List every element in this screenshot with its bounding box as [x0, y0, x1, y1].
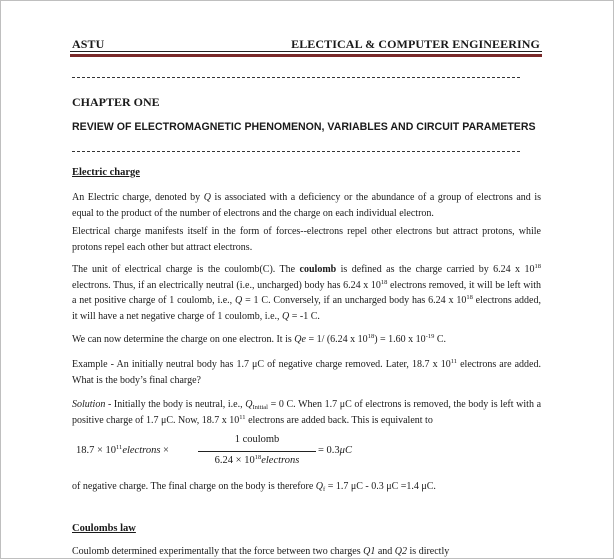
header-rule-thick: [70, 54, 542, 57]
conversion-equation: [76, 432, 396, 472]
equation-result: = 0.3μC: [318, 445, 352, 456]
header-institution: ASTU: [72, 37, 105, 51]
equation-fraction: [198, 434, 316, 470]
paragraph-coulombs-law: Coulomb determined experimentally that the force between two charges Q1 and Q2 is directly: [72, 546, 450, 557]
equation-lhs: $18.7 \times 10^{11}electrons$ ×: [76, 444, 169, 456]
paragraph-solution: Solution - Initially the body is neutral, i.e., $Q_{Initial} = 0$ C. When 1.7 μC of electrons is removed, the body is left with a positive charge of 1.7 μC. Now, 18.7 x $10^{11}$ electrons are added back. This is equivalent to: [72, 399, 542, 426]
dashed-divider-top: [72, 77, 520, 78]
chapter-title: CHAPTER ONE: [72, 95, 160, 109]
fraction-bar: [198, 451, 316, 452]
chapter-subtitle: REVIEW OF ELECTROMAGNETIC PHENOMENON, VARIABLES AND CIRCUIT PARAMETERS: [72, 121, 536, 133]
section-heading-coulombs-law: Coulombs law: [72, 523, 136, 534]
header-rule-thin: [70, 51, 542, 52]
equation-denominator: $6.24 \times 10^{18}electrons$: [214, 454, 300, 466]
paragraph-definition: An Electric charge, denoted by Q is associated with a deficiency or the abundance of a group of electrons and is equal to the product of the number of electrons and the charge on each individual electron.: [72, 192, 541, 219]
section-heading-electric-charge: Electric charge: [72, 167, 140, 178]
paragraph-example: Example - An initially neutral body has 1.7 μC of negative charge removed. Later, 18.7 x $10^{11}$ electrons are added. What is the body’s final charge?: [72, 358, 541, 386]
paragraph-forces: Electrical charge manifests itself in the form of forces--electrons repel other electrons but attract protons, while protons repel each other but attract electrons.: [72, 226, 541, 253]
paragraph-coulomb-unit: The unit of electrical charge is the coulomb(C). The coulomb is defined as the charge carried by 6.24 x $10^{18}$ electrons. Thus, if an electrically neutral (i.e., uncharged) body has 6.24 x $10^{18}$ electrons removed, it will be left with a net positive charge of 1 coulomb, i.e., Q = 1 C. Conversely, if an uncharged body has 6.24 x $10^{18}$ electrons added, it will have a net negative charge of 1 coulomb, i.e., Q = -1 C.: [72, 263, 541, 322]
equation-numerator: 1 coulomb: [234, 434, 280, 445]
header-department: ELECTICAL & COMPUTER ENGINEERING: [291, 37, 540, 51]
paragraph-electron-charge: We can now determine the charge on one electron. It is Qe = 1/ (6.24 x $10^{18}) = 1.60$ x $10^{-19}$ C.: [72, 333, 447, 345]
dashed-divider-bottom: [72, 151, 520, 152]
paragraph-final-charge: of negative charge. The final charge on the body is therefore $Q_f = 1.7$ μC - 0.3 μC =1.4 μC.: [72, 481, 436, 493]
